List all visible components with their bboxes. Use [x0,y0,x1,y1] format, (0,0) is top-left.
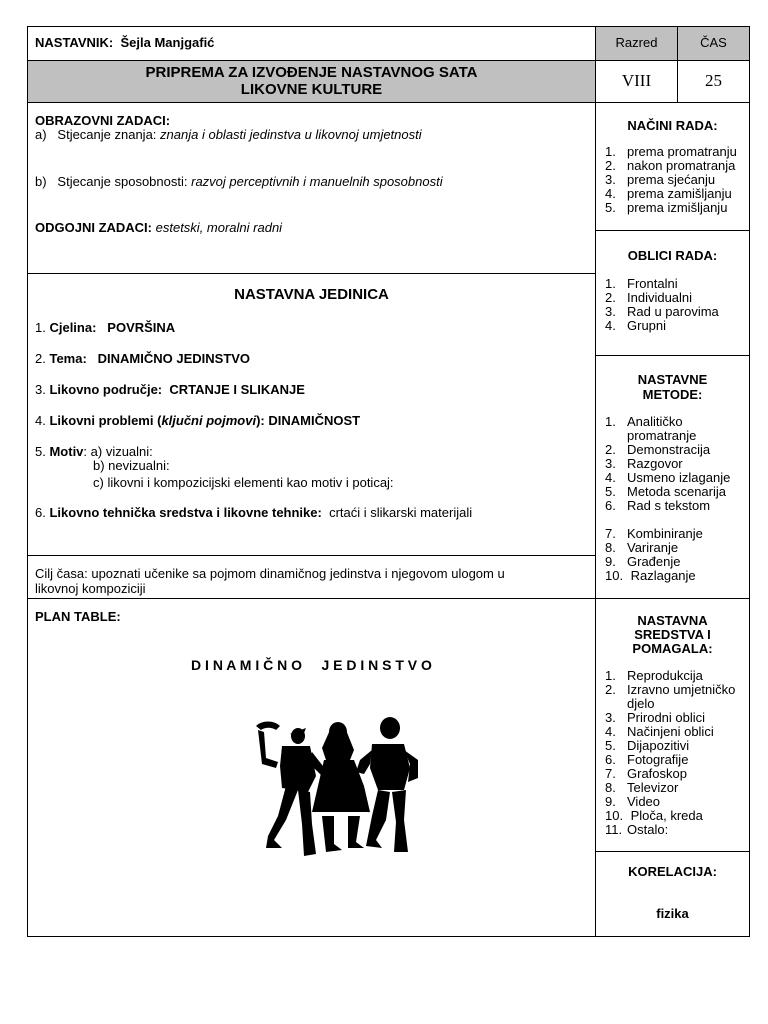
unit-item-1 [35,321,175,335]
unit-item-2-num: 2. [35,351,46,366]
list-item [605,415,747,443]
list-item-number: 10. [605,808,624,823]
ways-heading: NAČINI RADA: [627,118,718,133]
list-item-label: Variranje [627,540,679,555]
list-item-label: Rad u parovima [627,304,719,319]
list-item-number: 6. [605,752,616,767]
list-item: 8. Variranje [605,540,679,555]
list-item: 9. Građenje [605,554,681,569]
list-item [605,471,747,485]
list-item-label: nakon promatranja [627,158,736,173]
list-item-label: Građenje [627,554,681,569]
list-item-number: 6. [605,498,616,513]
edu-value: estetski, moralni radni [155,220,283,235]
grade-label: Razred [615,35,658,50]
unit-item-6 [35,506,472,520]
aids-heading-3: POMAGALA: [632,641,713,656]
list-item-label: Kombiniranje [627,526,703,541]
aids-list [605,669,747,837]
list-item-number: 4. [605,724,616,739]
lesson-value: 25 [705,71,722,90]
task-b-prefix: b) [35,174,47,189]
unit-item-4 [35,414,360,428]
list-item-number: 3. [605,710,616,725]
list-item [605,781,747,795]
list-item-label: Grupni [627,318,667,333]
dancers-silhouette-icon [252,716,422,866]
list-item-number: 9. [605,794,616,809]
list-item-number: 4. [605,470,616,485]
plan-title: D I N A M I Č N O J E D I N S T V O [191,657,432,673]
list-item [605,443,747,457]
list-item-label: Fotografije [627,752,689,767]
motif-visual: : a) vizualni: [83,444,153,459]
unit-item-3-num: 3. [35,382,46,397]
correlation-heading: KORELACIJA: [628,864,717,879]
list-item-label: Usmeno izlaganje [627,470,731,485]
correlation-value: fizika [656,906,689,921]
methods-list-2 [605,527,747,583]
unit-item-1-value: POVRŠINA [107,320,176,335]
list-item-label: Razlaganje [627,568,696,583]
list-item-label: prema zamišljanju [627,186,732,201]
list-item [605,485,747,499]
task-knowledge [35,128,422,142]
unit-item-5-label: Motiv [49,444,84,459]
list-item-label: Reprodukcija [627,668,703,683]
methods-list [605,415,747,513]
list-item-label: Analitičko [627,414,683,429]
list-item-label-cont: djelo [627,696,655,711]
list-item-number: 8. [605,780,616,795]
aids-heading-2: SREDSTVA I [634,627,711,642]
list-item: 1. prema promatranju [605,144,737,159]
teacher-name: Šejla Manjgafić [120,35,215,50]
grade-value: VIII [621,71,652,90]
list-item-label: Individualni [627,290,693,305]
unit-item-4-num: 4. [35,413,46,428]
list-item-label: Televizor [627,780,679,795]
list-item: 3. prema sjećanju [605,172,716,187]
forms-heading: OBLICI RADA: [627,248,718,263]
list-item-number: 11. [605,822,623,837]
task-skills [35,175,443,189]
title-line-1: PRIPREMA ZA IZVOĐENJE NASTAVNOG SATA [145,64,478,81]
list-item [605,739,747,753]
list-item [605,683,747,711]
list-item-label: Video [627,794,661,809]
list-item-number: 1. [605,414,616,429]
unit-item-3-value: CRTANJE I SLIKANJE [169,382,305,397]
list-item-number: 2. [605,442,616,457]
list-item: 7. Kombiniranje [605,526,703,541]
list-item-label: Rad s tekstom [627,498,711,513]
list-item-label: Ploča, kreda [627,808,703,823]
list-item: 2. Individualni [605,290,693,305]
list-item-number: 7. [605,766,616,781]
list-item [605,457,747,471]
unit-item-5-num: 5. [35,444,46,459]
list-item: 3. Rad u parovima [605,304,719,319]
list-item-label: Grafoskop [627,766,687,781]
methods-heading-1: NASTAVNE [637,372,708,387]
unit-item-6-label: Likovno tehnička sredstva i likovne tehnike: [49,505,322,520]
list-item-label: prema promatranju [627,144,737,159]
list-item [605,499,747,513]
list-item: 1. Frontalni [605,276,678,291]
lesson-label: ČAS [700,35,727,50]
goal-line-2: likovnoj kompoziciji [35,581,146,596]
unit-item-4-keyterms: ključni pojmovi [161,413,257,428]
list-item-number: 5. [605,738,616,753]
list-item-number: 2. [605,682,616,697]
list-item-number: 5. [605,484,616,499]
list-item-label: Prirodni oblici [627,710,706,725]
list-item-label: Izravno umjetničko [627,682,736,697]
unit-item-1-num: 1. [35,320,46,335]
edu-label: ODGOJNI ZADACI: [35,220,152,235]
list-item [605,725,747,739]
task-a-prefix: a) [35,127,47,142]
aids-heading-1: NASTAVNA [637,613,708,628]
unit-item-2 [35,352,250,366]
ways-list [605,145,747,215]
goal-line-1: Cilj časa: upoznati učenike sa pojmom dinamičnog jedinstva i njegovom ulogom u [35,566,505,581]
list-item-label: Frontalni [627,276,678,291]
unit-item-2-value: DINAMIČNO JEDINSTVO [97,351,251,366]
teacher-line [35,36,214,50]
list-item [605,669,747,683]
plan-heading: PLAN TABLE: [35,609,121,624]
list-item-label: Dijapozitivi [627,738,690,753]
task-b-value: razvoj perceptivnih i manuelnih sposobnosti [191,174,443,189]
list-item [605,823,747,837]
task-a-label: Stjecanje znanja: [57,127,157,142]
unit-item-6-value: crtaći i slikarski materijali [329,505,473,520]
unit-item-3 [35,383,305,397]
list-item-label-cont: promatranje [627,428,697,443]
list-item-label: prema izmišljanju [627,200,728,215]
task-educational [35,221,282,235]
unit-item-5 [35,445,153,459]
unit-item-4-label: Likovni problemi ( [49,413,162,428]
list-item: 10. Razlaganje [605,568,696,583]
task-a-value: znanja i oblasti jedinstva u likovnoj umjetnosti [160,127,422,142]
forms-list [605,277,747,333]
task-b-label: Stjecanje sposobnosti: [57,174,188,189]
list-item-label: Metoda scenarija [627,484,726,499]
unit-item-6-num: 6. [35,505,46,520]
methods-heading-2: METODE: [642,387,703,402]
unit-heading: NASTAVNA JEDINICA [234,286,389,303]
list-item-label: prema sjećanju [627,172,716,187]
list-item-number: 1. [605,668,616,683]
tasks-heading: OBRAZOVNI ZADACI: [35,113,171,128]
list-item [605,795,747,809]
list-item [605,711,747,725]
list-item-label: Razgovor [627,456,683,471]
unit-item-2-label: Tema: [49,351,87,366]
list-item-label: Ostalo: [627,822,669,837]
unit-item-3-label: Likovno područje: [49,382,163,397]
list-item [605,753,747,767]
motif-nonvisual: b) nevizualni: [93,458,170,473]
list-item-label: Demonstracija [627,442,711,457]
teacher-label: NASTAVNIK: [35,35,114,50]
unit-item-4-label-end: ): [256,413,265,428]
list-item-label: Načinjeni oblici [627,724,714,739]
list-item [605,809,747,823]
list-item: 5. prema izmišljanju [605,200,728,215]
title-line-2: LIKOVNE KULTURE [240,81,383,98]
list-item: 4. Grupni [605,318,667,333]
unit-item-4-value: DINAMIČNOST [268,413,361,428]
list-item-number: 3. [605,456,616,471]
list-item [605,767,747,781]
unit-item-1-label: Cjelina: [49,320,97,335]
list-item: 4. prema zamišljanju [605,186,732,201]
list-item: 2. nakon promatranja [605,158,736,173]
motif-elements: c) likovni i kompozicijski elementi kao motiv i poticaj: [93,475,394,490]
